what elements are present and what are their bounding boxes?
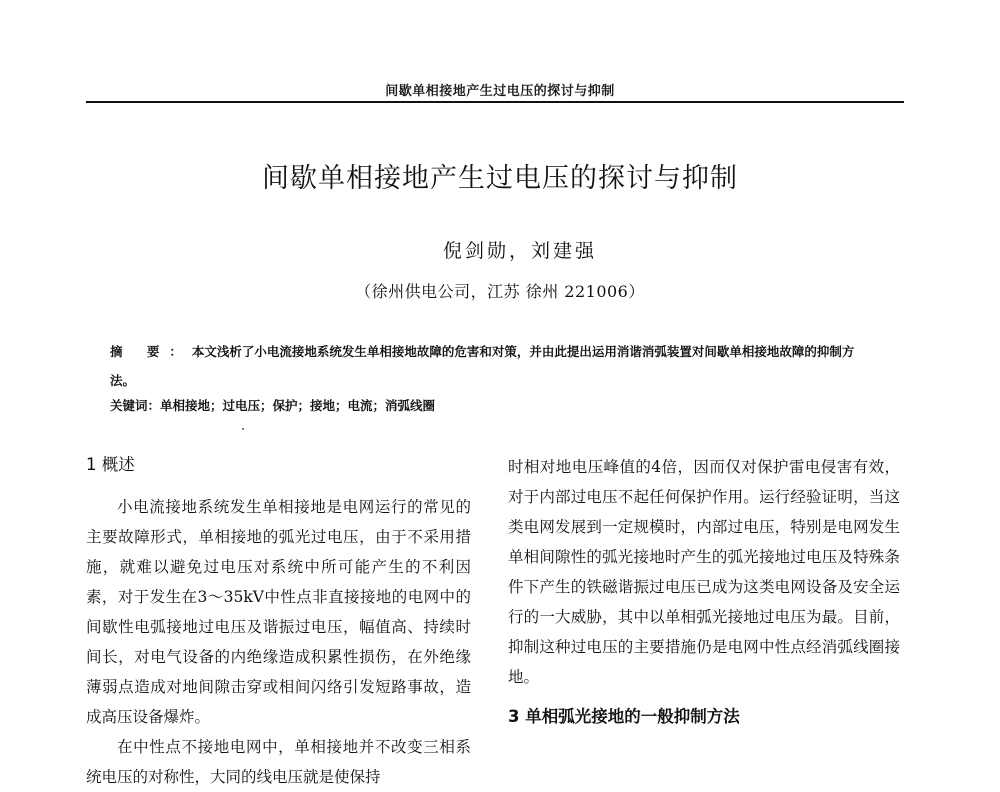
abstract-block <box>110 337 870 395</box>
article-title: 间歇单相接地产生过电压的探讨与抑制 <box>262 163 738 194</box>
paragraph-right: 时相对地电压峰值的4倍，因而仅对保护雷电侵害有效，对于内部过电压不起任何保护作用。运行经验证明，当这类电网发展到一定规模时，内部过电压，特别是电网发生单相间隙性的弧光接地时产生的弧光接地过电压及特殊条件下产生的铁磁谐振过电压已成为这类电网设备及安全运行的一大威胁，其中以单相弧光接地过电压为最。目前，抑制这种过电压的主要措施仍是电网中性点经消弧线圈接地。 <box>508 458 900 686</box>
keywords-text: 单相接地；过电压；保护；接地；电流；消弧线圈 <box>160 398 436 413</box>
running-header: 间歇单相接地产生过电压的探讨与抑制 <box>385 84 615 99</box>
section-heading-1: 1 概述 <box>86 455 135 474</box>
section-heading-3: 3 单相弧光接地的一般抑制方法 <box>508 707 740 726</box>
article-authors: 倪剑勋，刘建强 <box>442 240 597 262</box>
paragraph-1: 小电流接地系统发生单相接地是电网运行的常见的主要故障形式，单相接地的弧光过电压，由于不采用措施，就难以避免过电压对系统中所可能产生的不利因素，对于发生在3～35kV中性点非直接接地的电网中的间歇性电弧接地过电压及谐振过电压，幅值高、持续时间长，对电气设备的内绝缘造成积累性损伤，在外绝缘薄弱点造成对地间隙击穿或相间闪络引发短路事故，造成高压设备爆炸。 <box>86 498 471 726</box>
keywords-label: 关键词： <box>110 398 161 413</box>
article-affiliation: （徐州供电公司，江苏 徐州 221006） <box>355 282 645 301</box>
stray-dot <box>242 428 244 430</box>
abstract-text: 本文浅析了小电流接地系统发生单相接地故障的危害和对策，并由此提出运用消谐消弧装置对间歇单相接地故障的抑制方法。 <box>110 344 855 388</box>
right-column <box>508 452 900 744</box>
paragraph-2: 在中性点不接地电网中，单相接地并不改变三相系统电压的对称性，大同的线电压就是使保持 <box>86 738 471 786</box>
header-rule <box>86 101 904 103</box>
left-column <box>86 452 471 792</box>
abstract-label: 摘 要： <box>110 344 192 359</box>
keywords-block <box>110 396 870 416</box>
